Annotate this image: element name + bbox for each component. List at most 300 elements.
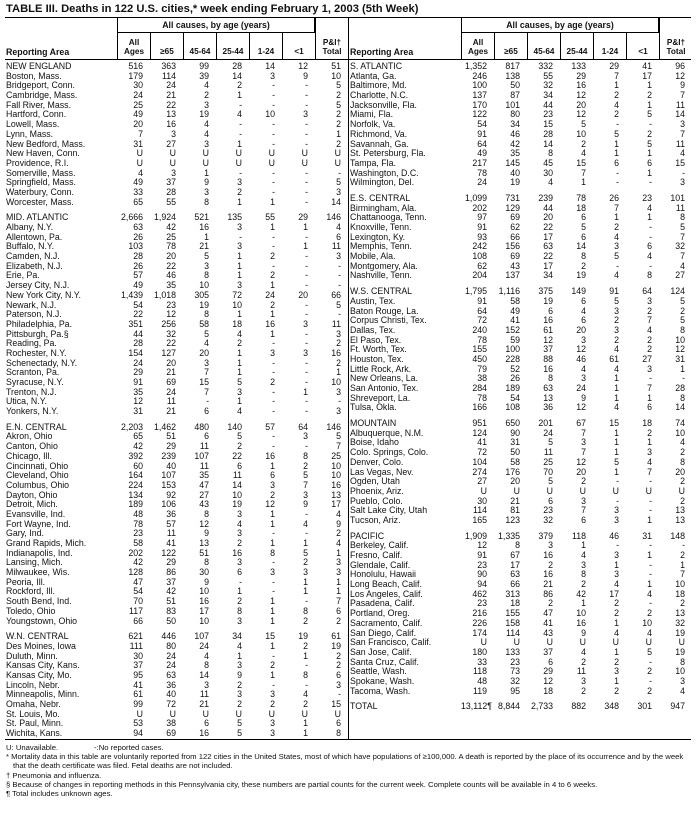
value-cell: 27: [642, 353, 652, 364]
value-cell: 11: [199, 460, 209, 471]
value-cell: 69: [510, 251, 520, 262]
value-cell: 10: [199, 586, 209, 597]
value-cell: 15: [199, 377, 209, 387]
reporting-area-label: St. Paul, Minn.: [6, 719, 64, 729]
value-cell: 11: [576, 666, 586, 677]
region-total-row: [349, 194, 691, 204]
value-cell: 2: [237, 441, 242, 452]
value-cell: 3: [270, 70, 275, 81]
value-cell: 28: [133, 338, 143, 349]
deaths-table: [5, 17, 691, 740]
col-header-under1: <1: [626, 33, 659, 59]
value-cell: 24: [166, 80, 176, 91]
value-cell: 12: [298, 61, 308, 71]
value-cell: 16: [265, 318, 275, 329]
value-cell: 1: [270, 508, 275, 519]
value-cell: -: [649, 476, 652, 487]
value-cell: 3: [336, 567, 341, 578]
value-cell: 9: [204, 576, 209, 587]
value-cell: 24: [133, 90, 143, 101]
city-row: [5, 671, 348, 681]
reporting-area-label: NEW ENGLAND: [6, 62, 72, 71]
value-cell: 3: [171, 128, 176, 139]
value-cell: -: [682, 373, 685, 384]
value-cell: 1: [303, 576, 308, 587]
value-cell: 65: [133, 196, 143, 207]
value-cell: 2: [336, 660, 341, 671]
reporting-area-label: Providence, R.I.: [6, 158, 69, 168]
city-row: [349, 374, 691, 384]
value-cell: 54: [133, 299, 143, 310]
value-cell: 3: [614, 666, 619, 677]
value-cell: 14: [265, 61, 275, 71]
city-row: [349, 159, 691, 169]
value-cell: 3: [336, 328, 341, 339]
value-cell: 49: [510, 305, 520, 316]
city-row: [5, 587, 348, 597]
value-cell: 38: [166, 718, 176, 729]
value-cell: 1: [680, 363, 685, 374]
city-row: [349, 213, 691, 223]
spacer-cell: [315, 18, 348, 33]
city-row: [5, 242, 348, 252]
value-cell: 33: [477, 656, 487, 667]
reporting-area-label: Long Beach, Calif.: [350, 580, 422, 590]
footnote-dagger: † Pneumonia and influenza.: [6, 770, 102, 780]
reporting-area-label: Phoenix, Ariz.: [350, 486, 404, 496]
value-cell: -: [272, 241, 275, 252]
value-cell: 58: [133, 538, 143, 548]
value-cell: 31: [642, 530, 652, 541]
value-cell: 16: [199, 596, 209, 607]
region-total-row: [5, 62, 348, 72]
value-cell: 7: [581, 167, 586, 178]
value-cell: 86: [543, 588, 553, 599]
reporting-area-label: Lincoln, Nebr.: [6, 680, 60, 690]
value-cell: 107: [194, 450, 209, 461]
value-cell: 28: [543, 128, 553, 139]
value-cell: 3: [581, 334, 586, 345]
value-cell: 18: [576, 202, 586, 213]
value-cell: 2: [270, 489, 275, 500]
value-cell: 3: [204, 260, 209, 271]
value-cell: 7: [647, 315, 652, 326]
value-cell: -: [272, 406, 275, 417]
col-header-45-64: 45-64: [183, 33, 216, 59]
value-cell: 3: [614, 324, 619, 335]
city-row: [5, 597, 348, 607]
value-cell: 8: [270, 547, 275, 558]
value-cell: 14: [232, 479, 242, 490]
value-cell: -: [649, 656, 652, 667]
reporting-area-label: Hartford, Conn.: [6, 110, 67, 120]
col-header-25-44: 25-44: [560, 33, 593, 59]
reporting-area-label: Milwaukee, Wis.: [6, 568, 70, 578]
value-cell: 9: [581, 392, 586, 403]
value-cell: 3: [336, 386, 341, 397]
value-cell: 118: [472, 666, 487, 677]
value-cell: 3: [614, 550, 619, 560]
value-cell: 332: [538, 61, 553, 71]
value-cell: U: [268, 148, 275, 159]
value-cell: 4: [647, 456, 652, 467]
reporting-area-label: Rockford, Ill.: [6, 587, 55, 597]
city-row: [5, 407, 348, 417]
reporting-area-label: Cincinnati, Ohio: [6, 461, 69, 471]
value-cell: 1: [237, 367, 242, 378]
value-cell: 1: [647, 550, 652, 560]
value-cell: -: [616, 167, 619, 178]
value-cell: 65: [133, 431, 143, 442]
value-cell: 1: [237, 251, 242, 262]
value-cell: 1: [270, 669, 275, 680]
value-cell: 1: [270, 615, 275, 626]
city-row: [5, 310, 348, 320]
value-cell: -: [649, 222, 652, 232]
city-row: [349, 658, 691, 668]
city-row: [349, 101, 691, 111]
reporting-area-label: Ft. Worth, Tex.: [350, 345, 407, 355]
value-cell: 284: [472, 383, 487, 393]
city-row: [349, 403, 691, 413]
value-cell: 10: [265, 109, 275, 120]
value-cell: 4: [237, 109, 242, 120]
value-cell: -: [305, 260, 308, 271]
value-cell: -: [272, 576, 275, 587]
value-cell: 29: [576, 70, 586, 81]
value-cell: 7: [614, 202, 619, 213]
value-cell: 152: [505, 324, 520, 335]
value-cell: 5: [237, 431, 242, 442]
value-cell: 31: [133, 138, 143, 149]
value-cell: U: [612, 485, 619, 496]
value-cell: 19: [675, 646, 685, 657]
city-row: [349, 149, 691, 159]
value-cell: 6: [237, 567, 242, 578]
value-cell: 156: [505, 241, 520, 252]
value-cell: 27: [477, 476, 487, 487]
reporting-area-label: Salt Lake City, Utah: [350, 506, 428, 516]
city-row: [349, 365, 691, 375]
reporting-area-label: Charlotte, N.C.: [350, 91, 409, 101]
value-cell: 29: [166, 441, 176, 452]
value-cell: U: [480, 485, 487, 496]
value-cell: -: [272, 260, 275, 271]
value-cell: 149: [571, 286, 586, 297]
value-cell: 15: [609, 418, 619, 429]
value-cell: 5: [647, 138, 652, 149]
value-cell: 2: [336, 528, 341, 539]
value-cell: 8: [581, 569, 586, 580]
col-header-all-ages: All Ages: [461, 33, 494, 59]
value-cell: 46: [576, 353, 586, 364]
value-cell: 1: [303, 650, 308, 661]
value-cell: -: [272, 99, 275, 110]
reporting-area-label: Rochester, N.Y.: [6, 348, 67, 358]
value-cell: 30: [543, 167, 553, 178]
value-cell: 2: [614, 656, 619, 667]
value-cell: 2: [614, 315, 619, 326]
value-cell: 20: [543, 212, 553, 223]
value-cell: 4: [647, 202, 652, 213]
value-cell: 242: [472, 241, 487, 252]
value-cell: 91: [477, 222, 487, 232]
value-cell: 240: [472, 324, 487, 335]
value-cell: 17: [543, 231, 553, 242]
city-row: [5, 301, 348, 311]
value-cell: 29: [298, 212, 308, 223]
value-cell: 4: [614, 344, 619, 355]
value-cell: 24: [576, 383, 586, 393]
value-cell: 256: [161, 318, 176, 329]
value-cell: 16: [166, 119, 176, 130]
value-cell: 6: [548, 305, 553, 316]
reporting-area-label: Tulsa, Okla.: [350, 403, 397, 413]
value-cell: 1: [614, 437, 619, 448]
value-cell: 20: [576, 99, 586, 110]
value-cell: 36: [543, 402, 553, 413]
value-cell: U: [136, 148, 143, 159]
city-row: [5, 291, 348, 301]
value-cell: 50: [510, 80, 520, 91]
value-cell: 1: [270, 605, 275, 616]
value-cell: 239: [538, 192, 553, 203]
value-cell: 2,666: [120, 212, 143, 223]
value-cell: -: [305, 231, 308, 242]
reporting-area-label: Birmingham, Ala.: [350, 203, 417, 213]
city-row: [5, 368, 348, 378]
value-cell: 1,335: [497, 530, 520, 541]
value-cell: 1: [237, 357, 242, 368]
value-cell: 11: [199, 441, 209, 452]
value-cell: 2: [303, 640, 308, 651]
city-row: [5, 252, 348, 262]
value-cell: 57: [166, 518, 176, 529]
value-cell: 15: [543, 119, 553, 130]
value-cell: 19: [543, 295, 553, 306]
value-cell: 10: [675, 427, 685, 438]
city-row: [349, 91, 691, 101]
value-cell: 119: [472, 685, 487, 696]
city-row: [5, 700, 348, 710]
value-cell: 61: [609, 353, 619, 364]
city-row: [349, 336, 691, 346]
value-cell: 64: [477, 138, 487, 149]
value-cell: 3: [204, 138, 209, 149]
city-row: [5, 729, 348, 739]
value-cell: 9: [237, 669, 242, 680]
value-cell: 7: [581, 505, 586, 516]
footnote-unavailable: U: Unavailable.: [6, 742, 59, 752]
reporting-area-label: Las Vegas, Nev.: [350, 467, 414, 477]
value-cell: 45: [543, 157, 553, 168]
value-cell: 103: [128, 241, 143, 252]
city-row: [5, 642, 348, 652]
value-cell: 4: [336, 538, 341, 548]
city-row: [5, 462, 348, 472]
city-row: [5, 710, 348, 720]
reporting-area-label: E.S. CENTRAL: [350, 193, 411, 203]
reporting-area-label: Akron, Ohio: [6, 432, 53, 442]
value-cell: 165: [472, 514, 487, 525]
spacer-cell: [349, 18, 461, 33]
value-cell: 16: [265, 450, 275, 461]
value-cell: 107: [194, 631, 209, 642]
value-cell: U: [268, 157, 275, 168]
value-cell: 12: [675, 70, 685, 81]
reporting-area-label: Mobile, Ala.: [350, 252, 396, 262]
city-row: [349, 233, 691, 243]
value-cell: 9: [204, 177, 209, 188]
city-row: [349, 551, 691, 561]
value-cell: U: [546, 637, 553, 648]
value-cell: 32: [675, 617, 685, 628]
city-row: [5, 607, 348, 617]
city-row: [5, 539, 348, 549]
reporting-area-header: Reporting Area: [350, 47, 414, 57]
value-cell: 2: [581, 138, 586, 149]
col-header-65plus: ≥65: [494, 33, 527, 59]
value-cell: 16: [199, 728, 209, 739]
value-cell: 1: [237, 260, 242, 271]
reporting-area-label: Tacoma, Wash.: [350, 686, 411, 696]
reporting-area-label: Yonkers, N.Y.: [6, 407, 59, 417]
value-cell: 4: [680, 437, 685, 448]
value-cell: -: [272, 441, 275, 452]
col-header-45-64: 45-64: [527, 33, 560, 59]
city-row: [349, 326, 691, 336]
value-cell: 2: [614, 608, 619, 619]
reporting-area-label: Baltimore, Md.: [350, 81, 407, 91]
value-cell: 2: [614, 109, 619, 120]
city-row: [5, 101, 348, 111]
value-cell: 6: [581, 315, 586, 326]
value-cell: 3: [237, 177, 242, 188]
reporting-area-label: Chattanooga, Tenn.: [350, 213, 427, 223]
value-cell: 246: [472, 70, 487, 81]
value-cell: 41: [133, 679, 143, 690]
value-cell: 23: [642, 192, 652, 203]
value-cell: 155: [472, 344, 487, 355]
reporting-area-label: El Paso, Tex.: [350, 335, 402, 345]
value-cell: 2: [270, 377, 275, 387]
value-cell: 274: [472, 466, 487, 477]
value-cell: 47: [543, 608, 553, 619]
value-cell: 6: [647, 157, 652, 168]
value-cell: 8: [680, 456, 685, 467]
reporting-area-label: Youngstown, Ohio: [6, 616, 78, 626]
reporting-area-label: Wichita, Kans.: [6, 729, 63, 739]
value-cell: 480: [194, 421, 209, 432]
reporting-area-label: Utica, N.Y.: [6, 397, 47, 407]
value-cell: 23: [510, 656, 520, 667]
value-cell: -: [338, 167, 341, 178]
value-cell: 4: [680, 685, 685, 696]
value-cell: 1: [647, 514, 652, 525]
value-cell: 7: [680, 90, 685, 101]
reporting-area-label: PACIFIC: [350, 531, 385, 541]
value-cell: 462: [472, 588, 487, 599]
reporting-area-label: Philadelphia, Pa.: [6, 319, 73, 329]
value-cell: 2: [614, 598, 619, 609]
value-cell: 951: [472, 418, 487, 429]
value-cell: 24: [265, 289, 275, 300]
value-cell: 3: [303, 489, 308, 500]
value-cell: 10: [232, 489, 242, 500]
value-cell: 8: [581, 251, 586, 262]
value-cell: 72: [477, 447, 487, 458]
value-cell: 10: [675, 666, 685, 677]
reporting-area-label: Miami, Fla.: [350, 110, 394, 120]
value-cell: 10: [199, 280, 209, 291]
value-cell: 78: [133, 518, 143, 529]
value-cell: 17: [331, 499, 341, 510]
value-cell: 8: [204, 270, 209, 281]
value-cell: 450: [472, 353, 487, 364]
value-cell: 17: [510, 559, 520, 570]
value-cell: 2: [303, 699, 308, 709]
value-cell: 1: [680, 559, 685, 570]
city-row: [349, 580, 691, 590]
value-cell: 2: [581, 685, 586, 696]
value-cell: 20: [166, 357, 176, 368]
value-cell: 12: [543, 334, 553, 345]
value-cell: 363: [161, 61, 176, 71]
value-cell: 1: [614, 148, 619, 159]
value-cell: 1: [581, 540, 586, 551]
value-cell: 3: [204, 679, 209, 690]
value-cell: 3: [270, 718, 275, 729]
value-cell: 11: [166, 396, 176, 407]
value-cell: U: [169, 157, 176, 168]
reporting-area-label: New Haven, Conn.: [6, 149, 80, 159]
value-cell: 37: [543, 344, 553, 355]
reporting-area-label: Norfolk, Va.: [350, 120, 396, 130]
reporting-area-label: Albuquerque, N.M.: [350, 428, 424, 438]
value-cell: 146: [326, 212, 341, 223]
reporting-area-label: Portland, Oreg.: [350, 609, 410, 619]
value-cell: 1: [614, 617, 619, 628]
value-cell: 3: [303, 431, 308, 442]
value-cell: 2: [303, 615, 308, 626]
value-cell: U: [645, 637, 652, 648]
value-cell: 3: [303, 567, 308, 578]
value-cell: 43: [199, 499, 209, 510]
value-cell: 1: [647, 392, 652, 403]
reporting-area-label: New Bedford, Mass.: [6, 139, 86, 149]
value-cell: 29: [609, 61, 619, 71]
value-cell: -: [305, 377, 308, 387]
reporting-area-label: MID. ATLANTIC: [6, 213, 69, 223]
value-cell: U: [169, 148, 176, 159]
reporting-area-label: Kansas City, Kans.: [6, 661, 80, 671]
reporting-area-label: Allentown, Pa.: [6, 232, 63, 242]
value-cell: 1: [270, 328, 275, 339]
value-cell: 2: [237, 80, 242, 91]
region-total-row: [349, 419, 691, 429]
value-cell: 1: [270, 460, 275, 471]
value-cell: 24: [166, 386, 176, 397]
value-cell: 114: [505, 627, 520, 638]
reporting-area-label: Little Rock, Ark.: [350, 364, 412, 374]
value-cell: 4: [614, 231, 619, 242]
value-cell: 70: [543, 466, 553, 477]
reporting-area-label: Savannah, Ga.: [350, 139, 409, 149]
value-cell: 217: [472, 157, 487, 168]
value-cell: 49: [133, 109, 143, 120]
value-cell: 35: [133, 386, 143, 397]
value-cell: 3: [237, 615, 242, 626]
